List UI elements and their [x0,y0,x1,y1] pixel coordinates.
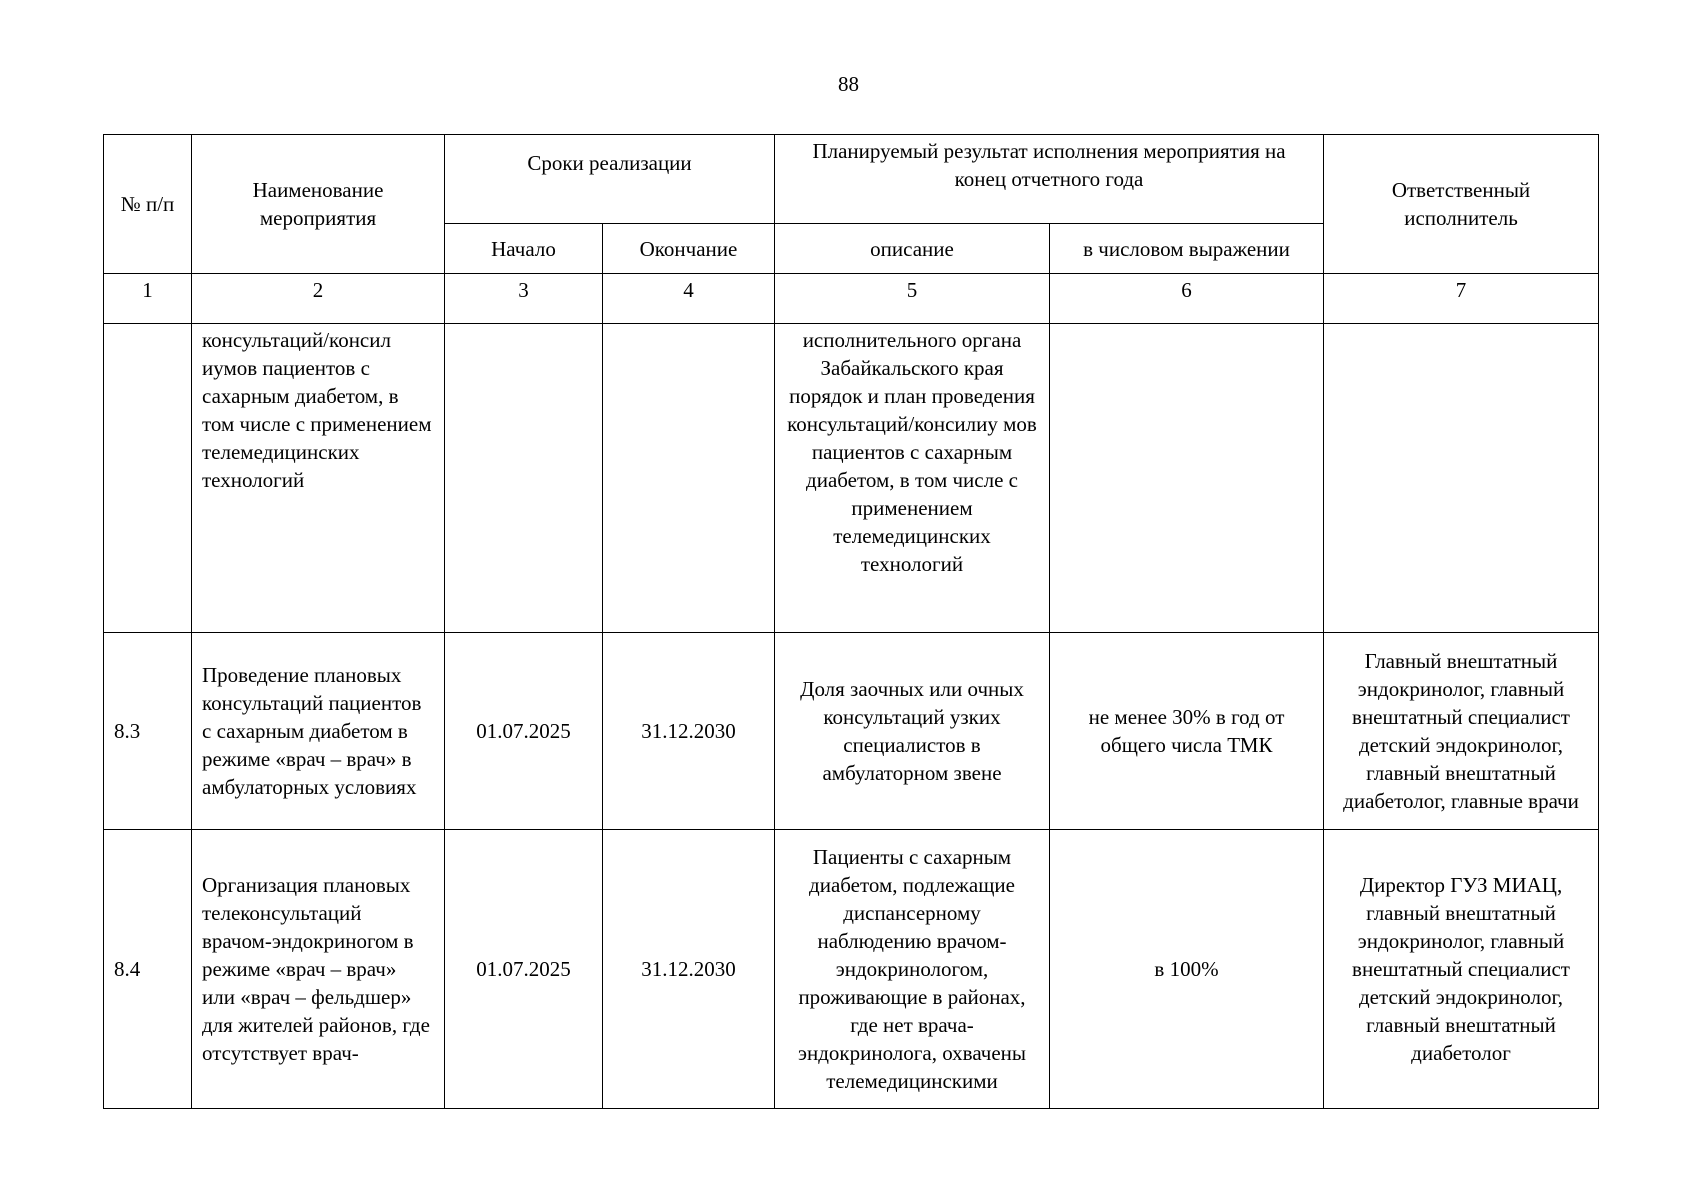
table-row [104,830,1599,1109]
header-numeric: в числовом выражении [1050,224,1324,274]
row-end: 31.12.2030 [603,633,775,830]
row-start: 01.07.2025 [445,633,603,830]
activity-plan-table [103,134,1599,1109]
header-end: Окончание [603,224,775,274]
row-num: 8.3 [104,633,192,830]
header-description: описание [775,224,1050,274]
row-description: Пациенты с сахарным диабетом, подлежащие диспансерному наблюдению врачом-эндокринологом, проживающие в районах, где нет врача-эндокринолога, охвачены телемедицинскими [775,830,1050,1109]
row-responsible: Директор ГУЗ МИАЦ, главный внештатный эндокринолог, главный внештатный специалист детский эндокринолог, главный внештатный диабетолог [1324,830,1599,1109]
table-row [104,324,1599,633]
row-numeric: в 100% [1050,830,1324,1109]
column-number: 4 [603,274,775,324]
header-num: № п/п [104,135,192,274]
row-description: исполнительного органа Забайкальского края порядок и план проведения консультаций/консилиу мов пациентов с сахарным диабетом, в том числе с применением телемедицинских технологий [775,324,1050,633]
row-description: Доля заочных или очных консультаций узких специалистов в амбулаторном звене [775,633,1050,830]
row-numeric: не менее 30% в год от общего числа ТМК [1050,633,1324,830]
header-start: Начало [445,224,603,274]
row-end [603,324,775,633]
row-name: Организация плановых телеконсультаций врачом-эндокриногом в режиме «врач – врач» или «врач – фельдшер» для жителей районов, где отсутствует врач- [192,830,445,1109]
header-result: Планируемый результат исполнения мероприятия на конец отчетного года [775,135,1324,224]
row-numeric [1050,324,1324,633]
row-responsible: Главный внештатный эндокринолог, главный внештатный специалист детский эндокринолог, главный внештатный диабетолог, главные врачи [1324,633,1599,830]
header-responsible: Ответственный исполнитель [1324,135,1599,274]
column-number: 2 [192,274,445,324]
column-number: 3 [445,274,603,324]
table-row [104,633,1599,830]
row-start: 01.07.2025 [445,830,603,1109]
row-num: 8.4 [104,830,192,1109]
row-responsible [1324,324,1599,633]
row-name: Проведение плановых консультаций пациентов с сахарным диабетом в режиме «врач – врач» в амбулаторных условиях [192,633,445,830]
header-name: Наименование мероприятия [192,135,445,274]
row-num [104,324,192,633]
column-number-row [104,274,1599,324]
header-terms: Сроки реализации [445,135,775,224]
column-number: 6 [1050,274,1324,324]
row-start [445,324,603,633]
row-name: консультаций/консил иумов пациентов с сахарным диабетом, в том числе с применением телемедицинских технологий [192,324,445,633]
column-number: 5 [775,274,1050,324]
column-number: 7 [1324,274,1599,324]
row-end: 31.12.2030 [603,830,775,1109]
page-number: 88 [838,72,859,96]
header-row [104,135,1599,224]
column-number: 1 [104,274,192,324]
